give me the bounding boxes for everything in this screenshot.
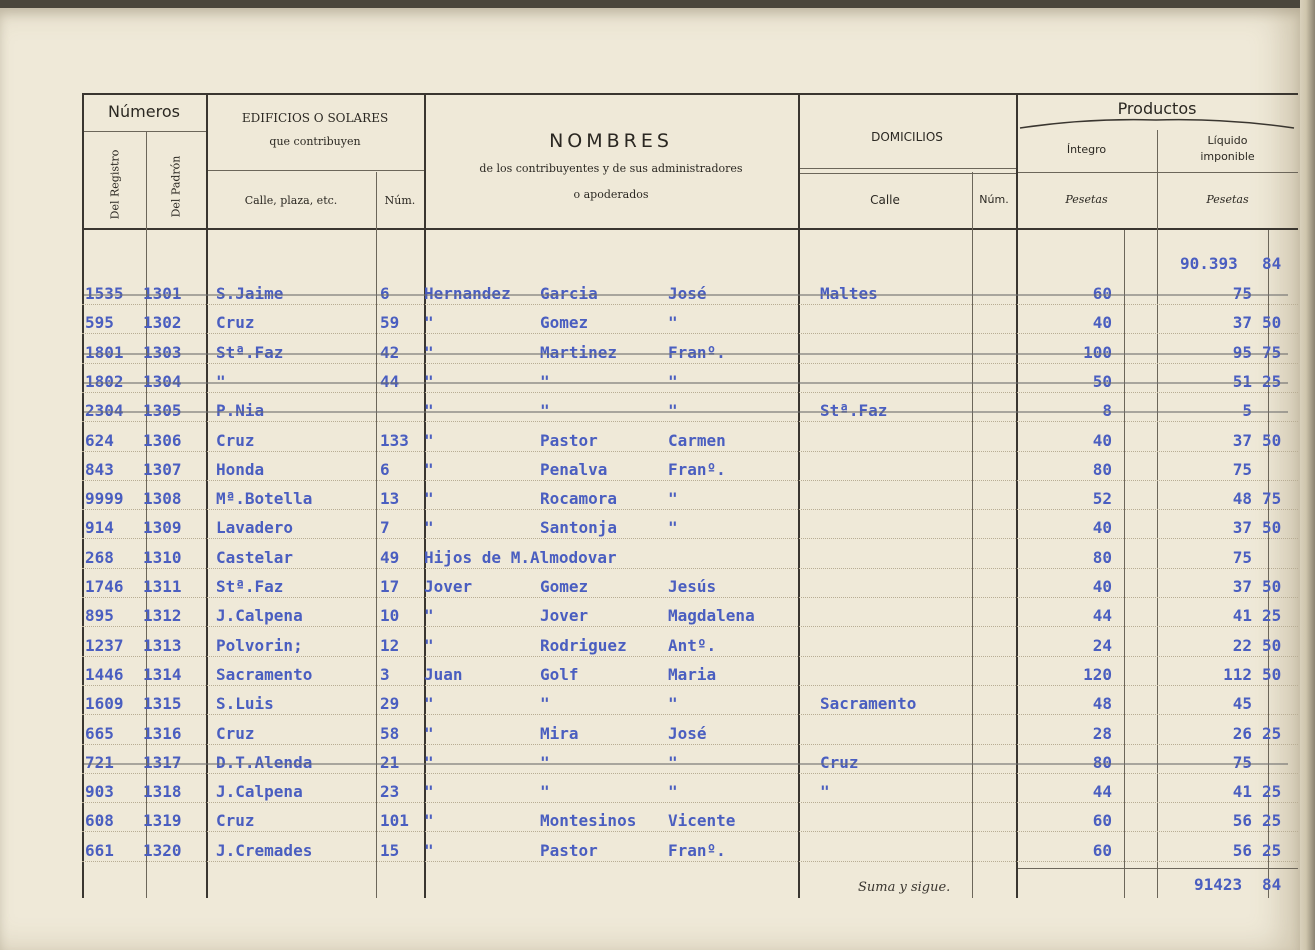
row-dotted-rule (82, 861, 1298, 862)
padron-number: 1312 (143, 606, 182, 626)
integro-amount: 44 (1092, 606, 1112, 626)
strike-through-line (84, 353, 1288, 355)
header-productos: Productos (1117, 99, 1197, 118)
name-part-3: " (668, 694, 678, 714)
carry-over-pesetas: 90.393 (1180, 254, 1238, 273)
domicilio-street: " (820, 782, 830, 802)
productos-brace (1018, 116, 1296, 132)
header-nombres: NOMBRES (549, 130, 673, 152)
numeros-rule (82, 131, 206, 132)
street-number: 13 (380, 489, 400, 509)
registro-number: 914 (85, 518, 114, 538)
col-line-domicilios (798, 93, 800, 898)
name-part-2: Gomez (540, 313, 589, 333)
row-dotted-rule (82, 392, 1298, 393)
street-number: 101 (380, 811, 409, 831)
name-part-1: " (424, 313, 434, 333)
name-part-1: " (424, 459, 434, 479)
name-part-2: Mira (540, 723, 579, 743)
liquido-cents: 50 (1262, 518, 1282, 538)
domicilios-rule (798, 168, 1016, 169)
header-edificios-sub: que contribuyen (269, 135, 361, 148)
registro-number: 843 (85, 459, 114, 479)
name-part-1: Hijos de M.Almodovar (424, 547, 617, 567)
liquido-amount: 37 (1232, 313, 1252, 333)
street-name: Cruz (216, 723, 255, 743)
integro-amount: 40 (1092, 430, 1112, 450)
integro-amount: 48 (1092, 694, 1112, 714)
padron-number: 1318 (143, 782, 182, 802)
name-part-1: " (424, 694, 434, 714)
street-number: 17 (380, 577, 400, 596)
street-name: Castelar (216, 547, 294, 567)
row-dotted-rule (82, 714, 1298, 715)
domicilio-street: Sacramento (820, 694, 917, 714)
header-imponible: imponible (1200, 150, 1255, 163)
header-calle-plaza: Calle, plaza, etc. (244, 194, 338, 207)
name-part-3: " (668, 489, 678, 509)
name-part-3: Vicente (668, 811, 736, 831)
street-name: Cruz (216, 811, 255, 831)
padron-number: 1319 (143, 811, 182, 831)
liquido-cents: 25 (1262, 782, 1282, 802)
name-part-3: Jesús (668, 577, 717, 596)
header-del-padron: Del Padrón (169, 155, 183, 218)
registro-number: 608 (85, 811, 114, 831)
header-pesetas-integro: Pesetas (1065, 193, 1108, 206)
registro-number: 665 (85, 723, 114, 743)
col-line-edificios (206, 93, 208, 898)
row-dotted-rule (82, 656, 1298, 657)
padron-number: 1310 (143, 547, 182, 567)
col-line-num (376, 172, 377, 898)
integro-amount: 40 (1092, 313, 1112, 333)
street-name: Cruz (216, 430, 255, 450)
registro-number: 1237 (85, 635, 124, 655)
name-part-1: " (424, 518, 434, 538)
padron-number: 1307 (143, 459, 182, 479)
name-part-2: Pastor (540, 430, 598, 450)
name-part-2: " (540, 694, 550, 714)
total-pesetas: 91423 (1194, 875, 1243, 894)
header-integro: Íntegro (1066, 143, 1107, 156)
col-line-int-cents (1124, 230, 1125, 898)
street-name: Honda (216, 459, 265, 479)
padron-number: 1306 (143, 430, 182, 450)
page-edge (1300, 0, 1315, 950)
name-part-2: Jover (540, 606, 589, 626)
liquido-amount: 75 (1232, 459, 1252, 479)
street-number: 59 (380, 313, 400, 333)
street-number: 133 (380, 430, 409, 450)
registro-number: 595 (85, 313, 114, 333)
row-dotted-rule (82, 831, 1298, 832)
col-line-left (82, 93, 84, 898)
name-part-2: Rodriguez (540, 635, 627, 655)
name-part-3: José (668, 723, 707, 743)
liquido-cents: 50 (1262, 313, 1282, 333)
name-part-1: " (424, 606, 434, 626)
name-part-3: Franº. (668, 840, 726, 860)
street-name: J.Cremades (216, 840, 313, 860)
liquido-cents: 50 (1262, 430, 1282, 450)
registro-number: 1609 (85, 694, 124, 714)
padron-number: 1302 (143, 313, 182, 333)
street-number: 7 (380, 518, 390, 538)
name-part-2: Santonja (540, 518, 618, 538)
liquido-amount: 37 (1232, 577, 1252, 596)
liquido-cents: 50 (1262, 577, 1282, 596)
liquido-amount: 22 (1232, 635, 1252, 655)
name-part-1: " (424, 489, 434, 509)
edificios-rule (206, 170, 424, 171)
name-part-1: " (424, 635, 434, 655)
total-cents: 84 (1262, 875, 1282, 894)
integro-amount: 60 (1092, 840, 1112, 860)
row-dotted-rule (82, 421, 1298, 422)
integro-amount: 52 (1092, 489, 1112, 509)
name-part-2: Pastor (540, 840, 598, 860)
street-number: 15 (380, 840, 400, 860)
name-part-2: Rocamora (540, 489, 618, 509)
street-name: Cruz (216, 313, 255, 333)
strike-through-line (84, 382, 1288, 384)
col-line-liquido (1157, 130, 1158, 898)
name-part-1: Juan (424, 664, 463, 684)
padron-number: 1320 (143, 840, 182, 860)
integro-amount: 80 (1092, 547, 1112, 567)
integro-amount: 40 (1092, 518, 1112, 538)
liquido-cents: 25 (1262, 606, 1282, 626)
registro-number: 903 (85, 782, 114, 802)
registro-number: 9999 (85, 489, 124, 509)
header-liquido: Líquido (1207, 134, 1248, 147)
header-edificios: EDIFICIOS O SOLARES (241, 111, 389, 125)
integro-amount: 44 (1092, 782, 1112, 802)
street-number: 29 (380, 694, 400, 714)
carry-over-cents: 84 (1262, 254, 1282, 273)
liquido-amount: 26 (1232, 723, 1252, 743)
integro-amount: 80 (1092, 459, 1112, 479)
street-name: Mª.Botella (216, 489, 313, 509)
padron-number: 1309 (143, 518, 182, 538)
liquido-cents: 25 (1262, 811, 1282, 831)
integro-amount: 28 (1092, 723, 1112, 743)
name-part-1: Jover (424, 577, 473, 596)
registro-number: 895 (85, 606, 114, 626)
col-line-dom-num (972, 172, 973, 898)
street-number: 10 (380, 606, 400, 626)
integro-amount: 40 (1092, 577, 1112, 596)
street-name: J.Calpena (216, 606, 303, 626)
street-name: J.Calpena (216, 782, 303, 802)
header-num-dom: Núm. (979, 193, 1009, 206)
name-part-2: Montesinos (540, 811, 637, 831)
name-part-2: Penalva (540, 459, 608, 479)
row-dotted-rule (82, 480, 1298, 481)
street-number: 6 (380, 459, 390, 479)
street-name: Lavadero (216, 518, 294, 538)
liquido-cents: 50 (1262, 664, 1282, 684)
padron-number: 1314 (143, 664, 182, 684)
padron-number: 1313 (143, 635, 182, 655)
top-rule (82, 93, 1298, 95)
header-nombres-sub1: de los contribuyentes y de sus administradores (479, 162, 743, 175)
liquido-cents: 50 (1262, 635, 1282, 655)
row-dotted-rule (82, 626, 1298, 627)
name-part-1: " (424, 840, 434, 860)
street-number: 12 (380, 635, 400, 655)
street-number: 23 (380, 782, 400, 802)
name-part-1: " (424, 811, 434, 831)
registro-number: 624 (85, 430, 114, 450)
header-del-registro: Del Registro (108, 149, 122, 220)
name-part-3: " (668, 518, 678, 538)
integro-amount: 60 (1092, 811, 1112, 831)
registro-number: 1746 (85, 577, 124, 596)
strike-through-line (84, 763, 1288, 765)
liquido-amount: 41 (1232, 606, 1252, 626)
street-number: 58 (380, 723, 400, 743)
row-dotted-rule (82, 538, 1298, 539)
name-part-3: Maria (668, 664, 717, 684)
name-part-3: Franº. (668, 459, 726, 479)
street-number: 49 (380, 547, 400, 567)
row-dotted-rule (82, 773, 1298, 774)
header-calle: Calle (870, 193, 900, 207)
suma-y-sigue: Suma y sigue. (858, 880, 951, 895)
name-part-1: " (424, 723, 434, 743)
header-nombres-sub2: o apoderados (573, 188, 649, 201)
liquido-amount: 45 (1232, 694, 1252, 714)
registro-number: 1446 (85, 664, 124, 684)
header-bottom-rule (82, 228, 1298, 230)
street-name: Stª.Faz (216, 577, 284, 596)
row-dotted-rule (82, 802, 1298, 803)
header-pesetas-liquido: Pesetas (1206, 193, 1249, 206)
padron-number: 1315 (143, 694, 182, 714)
name-part-3: Carmen (668, 430, 726, 450)
header-num: Núm. (384, 194, 416, 207)
strike-through-line (84, 411, 1288, 413)
name-part-3: Antº. (668, 635, 717, 655)
liquido-amount: 37 (1232, 430, 1252, 450)
col-line-productos (1016, 93, 1018, 898)
name-part-1: " (424, 430, 434, 450)
padron-number: 1316 (143, 723, 182, 743)
header-numeros: Números (108, 102, 180, 121)
padron-number: 1308 (143, 489, 182, 509)
row-dotted-rule (82, 509, 1298, 510)
domicilios-rule-2 (798, 173, 1016, 174)
liquido-amount: 41 (1232, 782, 1252, 802)
name-part-2: " (540, 782, 550, 802)
street-number: 3 (380, 664, 390, 684)
street-name: S.Luis (216, 694, 274, 714)
name-part-3: Magdalena (668, 606, 755, 626)
name-part-2: Gomez (540, 577, 589, 596)
integro-amount: 120 (1083, 664, 1112, 684)
name-part-3: " (668, 782, 678, 802)
padron-number: 1311 (143, 577, 182, 596)
row-dotted-rule (82, 451, 1298, 452)
strike-through-line (84, 294, 1288, 296)
street-name: Sacramento (216, 664, 313, 684)
street-name: Polvorin; (216, 635, 303, 655)
liquido-amount: 37 (1232, 518, 1252, 538)
integro-amount: 24 (1092, 635, 1112, 655)
row-dotted-rule (82, 568, 1298, 569)
liquido-amount: 75 (1232, 547, 1252, 567)
liquido-cents: 25 (1262, 840, 1282, 860)
liquido-amount: 56 (1232, 840, 1252, 860)
row-dotted-rule (82, 304, 1298, 305)
row-dotted-rule (82, 685, 1298, 686)
name-part-1: " (424, 782, 434, 802)
registro-number: 661 (85, 840, 114, 860)
row-dotted-rule (82, 744, 1298, 745)
row-dotted-rule (82, 333, 1298, 334)
row-dotted-rule (82, 597, 1298, 598)
name-part-2: Golf (540, 664, 579, 684)
liquido-cents: 25 (1262, 723, 1282, 743)
liquido-amount: 56 (1232, 811, 1252, 831)
registro-number: 268 (85, 547, 114, 567)
row-dotted-rule (82, 363, 1298, 364)
name-part-3: " (668, 313, 678, 333)
header-domicilios: DOMICILIOS (871, 130, 943, 144)
liquido-cents: 75 (1262, 489, 1282, 509)
liquido-amount: 48 (1232, 489, 1252, 509)
liquido-amount: 112 (1223, 664, 1252, 684)
